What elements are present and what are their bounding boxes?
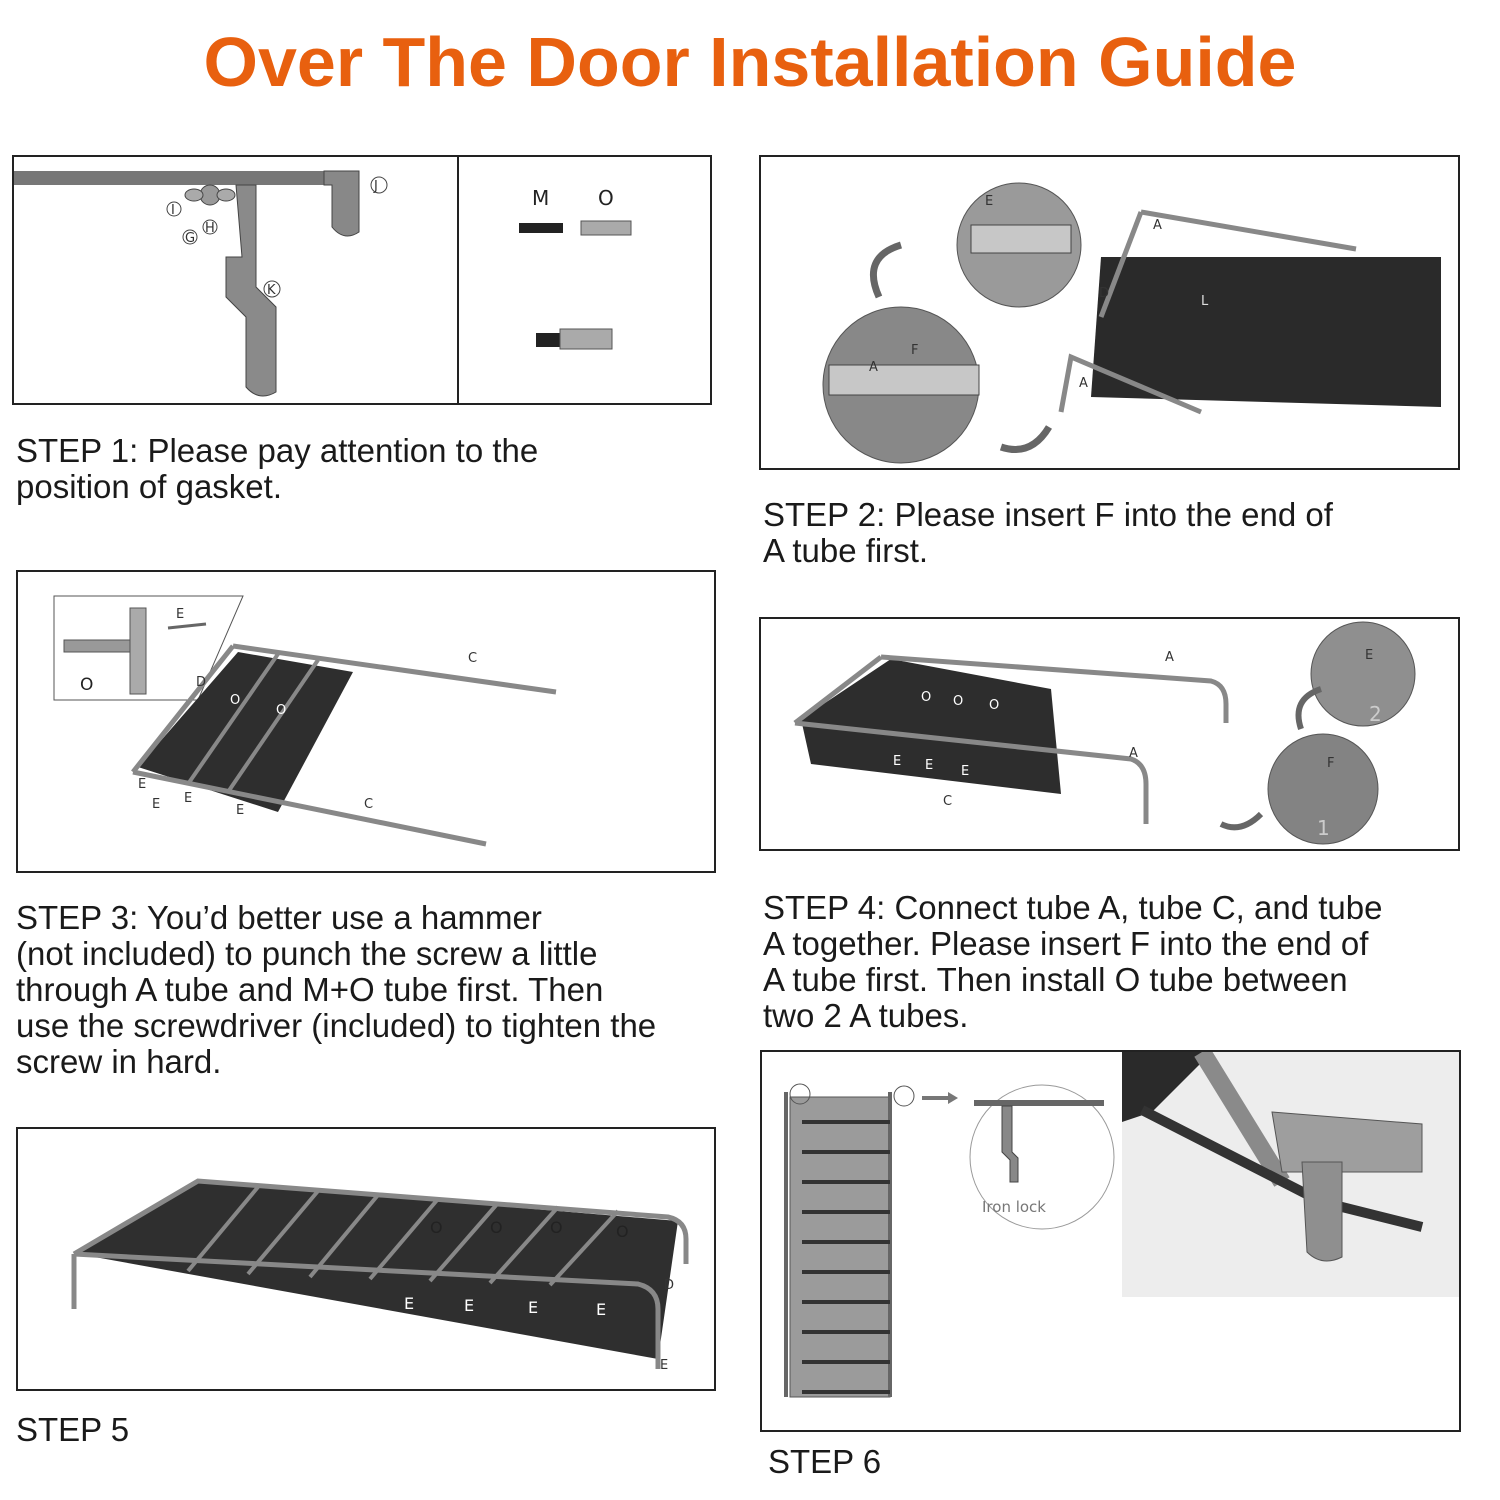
- label-g: G: [185, 231, 196, 246]
- step5-diagram: [18, 1129, 714, 1389]
- label-e3-step5: E: [528, 1298, 539, 1317]
- label-a2-step4: A: [1129, 746, 1138, 761]
- step2-diagram: [761, 157, 1458, 468]
- label-a-step2-top: A: [1153, 218, 1162, 233]
- label-e-inset: E: [176, 607, 185, 622]
- m-o-assembled: [560, 329, 612, 349]
- label-c-top: C: [468, 651, 478, 666]
- step4-caption: STEP 4: Connect tube A, tube C, and tube A together. Please insert F into the end of A tube first. Then install O tube between two 2 A tubes.: [763, 889, 1383, 1034]
- label-e2-step5: E: [464, 1296, 475, 1315]
- guide-title: Over The Door Installation Guide: [203, 23, 1297, 101]
- o-tube: [581, 221, 631, 235]
- step1-panel: [12, 155, 712, 405]
- bracket-bar: [14, 171, 359, 185]
- label-o1-step3: O: [230, 693, 241, 708]
- label-one-step4: 1: [1317, 816, 1330, 840]
- label-e5-step5: E: [660, 1358, 669, 1373]
- label-e1-step3: E: [138, 777, 147, 792]
- label-o4-step5: O: [616, 1222, 629, 1241]
- label-o-inset: O: [80, 675, 94, 695]
- label-e-circle-step4: E: [1365, 648, 1374, 663]
- label-j: J: [374, 179, 378, 194]
- step6-panel: [760, 1050, 1461, 1432]
- step4-panel: [759, 617, 1460, 851]
- label-e2-step4: E: [925, 758, 934, 773]
- mesh-pocket: [1091, 257, 1441, 407]
- arrow-up-icon: [873, 245, 901, 297]
- label-o2-step3: O: [276, 703, 287, 718]
- hanging-organizer: [790, 1097, 890, 1397]
- label-l-step2: L: [1201, 294, 1209, 309]
- label-a1-step4: A: [1165, 650, 1174, 665]
- step2-panel: [759, 155, 1460, 470]
- label-e3-step4: E: [961, 764, 970, 779]
- label-o1-step5: O: [430, 1218, 443, 1237]
- step2-caption: STEP 2: Please insert F into the end of A tube first.: [763, 496, 1333, 569]
- label-i: I: [171, 203, 175, 218]
- label-e4-step5: E: [596, 1300, 607, 1319]
- rack-mesh: [138, 652, 353, 812]
- label-m: M: [532, 186, 550, 210]
- label-o3-step5: O: [550, 1218, 563, 1237]
- label-a-step2-circle: A: [869, 360, 878, 375]
- label-e4-step3: E: [236, 803, 245, 818]
- label-o2-step4: O: [953, 694, 964, 709]
- label-k: K: [267, 283, 276, 298]
- step3-diagram: [18, 572, 714, 871]
- label-c-bottom: C: [364, 797, 374, 812]
- step6-caption: STEP 6: [768, 1443, 882, 1480]
- label-o1-step4: O: [921, 690, 932, 705]
- detail-circle-top-step4: [1311, 622, 1415, 726]
- arrow-return-step4-icon: [1221, 814, 1261, 827]
- label-d-step2: D: [1099, 286, 1110, 301]
- step4-diagram: [761, 619, 1458, 849]
- label-o2-step5: O: [490, 1218, 503, 1237]
- label-d-step5: D: [664, 1278, 675, 1293]
- label-h: H: [205, 221, 215, 236]
- label-e1-step4: E: [893, 754, 902, 769]
- step5-panel: [16, 1127, 716, 1391]
- iron-lock-label: Iron lock: [982, 1198, 1046, 1216]
- step5-caption: STEP 5: [16, 1411, 130, 1448]
- arrow-return-icon: [1001, 427, 1049, 450]
- label-f-step2: F: [911, 343, 919, 358]
- label-a-step2-bottom: A: [1079, 376, 1088, 391]
- m-connector: [519, 223, 563, 233]
- label-f-step4: F: [1327, 756, 1335, 771]
- label-o-top: O: [598, 186, 614, 210]
- label-e2-step3: E: [152, 797, 161, 812]
- label-c-step4: C: [943, 794, 953, 809]
- step1-caption: STEP 1: Please pay attention to the position of gasket.: [16, 432, 539, 505]
- step1-diagram: [14, 157, 710, 403]
- label-o3-step4: O: [989, 698, 1000, 713]
- label-d-step3: D: [196, 675, 207, 690]
- step3-caption: STEP 3: You’d better use a hammer (not included) to punch the screw a little through A tube and M+O tube first. Then use the screwdriver (included) to tighten the screw in hard.: [16, 899, 657, 1080]
- label-e1-step5: E: [404, 1294, 415, 1313]
- label-e3-step3: E: [184, 791, 193, 806]
- label-e-step2: E: [985, 194, 994, 209]
- step3-panel: [16, 570, 716, 873]
- step6-diagram: [762, 1052, 1459, 1430]
- label-two-step4: 2: [1369, 702, 1382, 726]
